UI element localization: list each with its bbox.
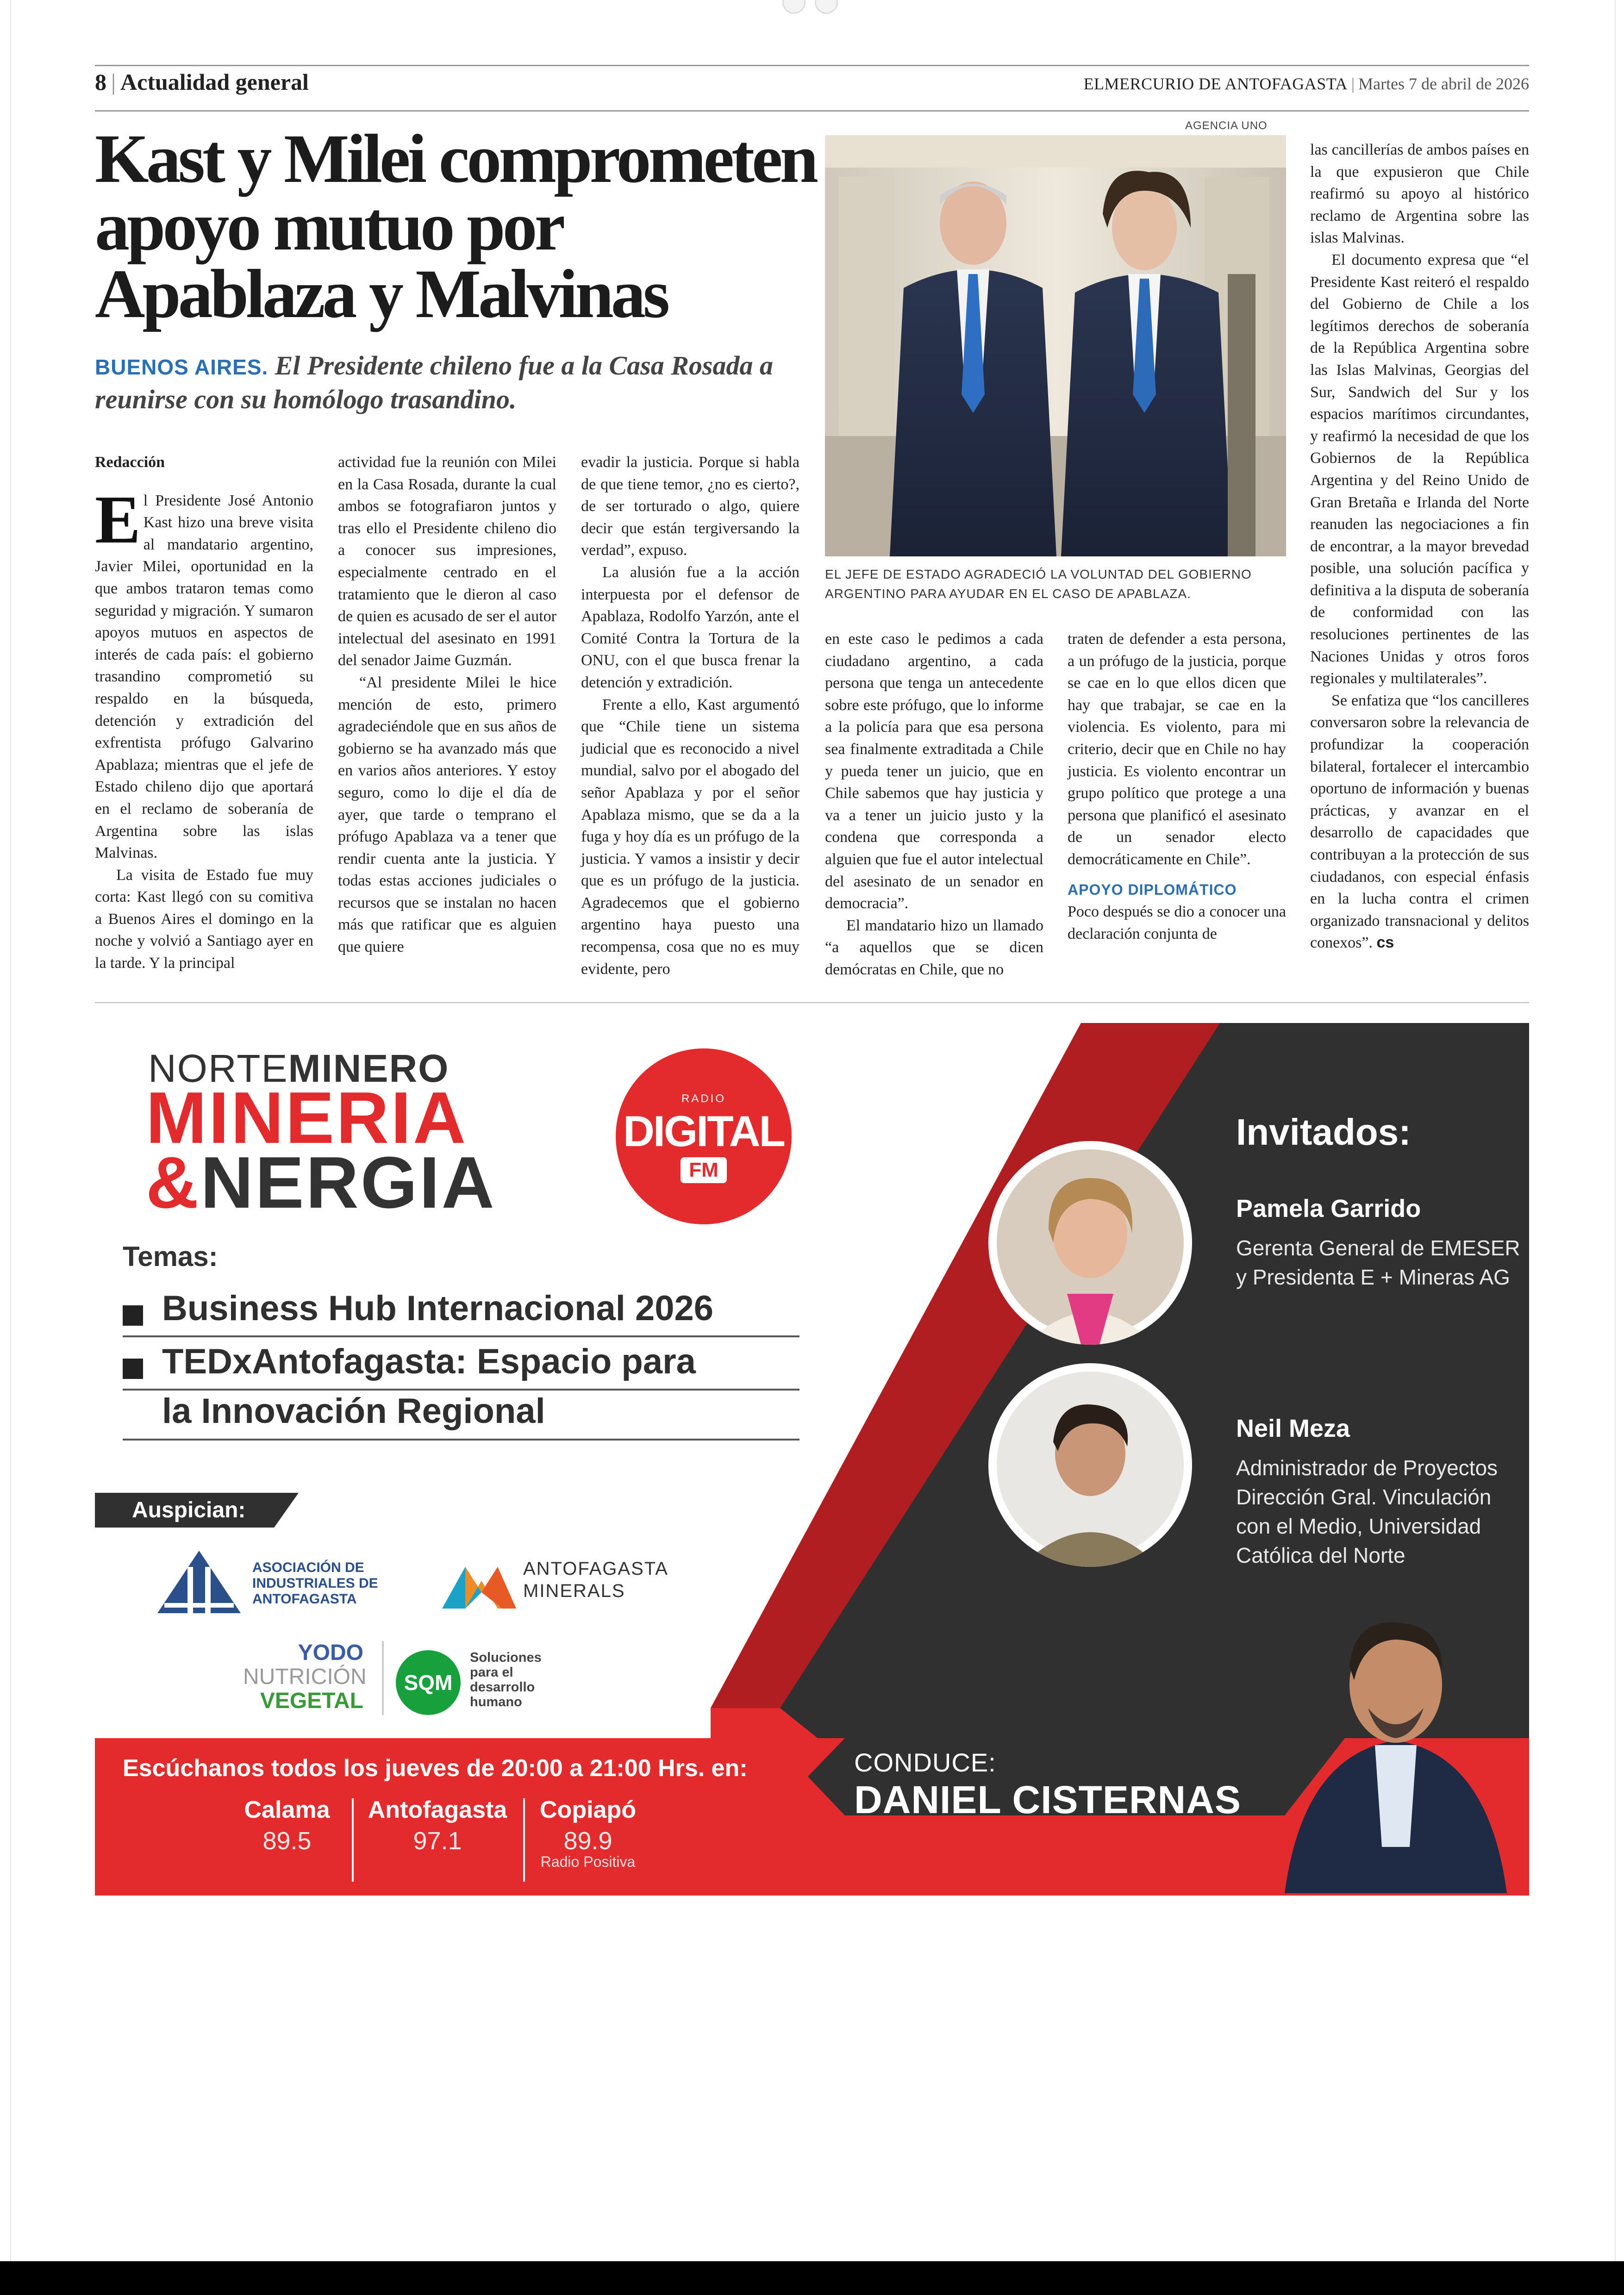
frequency-antofagasta: Antofagasta 97.1: [368, 1796, 507, 1855]
article-paragraph: traten de defender a esta persona, a un prófugo de la justicia, porque se cae en lo que ellos dicen que hay que trabajar, se cae en la violencia. Es violento, para mi criterio, decir que en Chile no hay justicia. Es violento encontrar un grupo político que protege a una persona que planificó el asesinato de un senador electo democráticamente en Chile”.: [1068, 630, 1286, 868]
radio-digital-logo: RADIO DIGITAL FM: [616, 1048, 792, 1224]
article-headline: Kast y Milei comprometen apoyo mutuo por Apablaza y Malvinas: [95, 120, 816, 332]
topic-bullet: [123, 1305, 143, 1326]
article-column-3: [581, 451, 800, 980]
guest-2-name: Neil Meza: [1236, 1415, 1350, 1442]
article-paragraph: evadir la justicia. Porque si habla de que tiene temor, ¿no es cierto?, de ser torturado o algo, quiere decir que están tergiversando la verdad”, expuso.: [581, 454, 800, 559]
guest-1-role-line-1: Gerenta General de EMESER: [1236, 1236, 1520, 1260]
guests-title: Invitados:: [1236, 1111, 1411, 1153]
topic-bullet: [123, 1359, 143, 1379]
publication-name: ELMERCURIO DE ANTOFAGASTA: [1083, 75, 1348, 93]
sponsor-yodo: YODO NUTRICIÓN VEGETAL: [243, 1640, 367, 1713]
sponsors-title: Auspician:: [132, 1498, 246, 1522]
guest-2-portrait: [988, 1363, 1192, 1567]
guest-2-role-line-4: Católica del Norte: [1236, 1543, 1405, 1567]
host-label: CONDUCE:: [854, 1748, 996, 1777]
article-paragraph: El mandatario hizo un llamado “a aquellos que se dicen demócratas en Chile, que no: [825, 917, 1043, 978]
antofagasta-minerals-logo-icon: [437, 1548, 521, 1613]
header-bottom-rule: [95, 110, 1529, 112]
topic-2-line-2: la Innovación Regional: [162, 1391, 545, 1431]
article-paragraph: “Al presidente Milei le hice mención de esto, primero agradeciéndole que en sus años de gobierno se ha avanzado más que en varios años anteriores. Y estoy seguro, como lo dije el día de ayer, que tarde o temprano el prófugo Apablaza va a tener que rendir cuenta ante la justicia. Y todas estas acciones judiciales o recursos que se instalan no hacen más que ratificar que es alguien que quiere: [338, 674, 556, 956]
dropcap: E: [95, 481, 141, 558]
guest-1-role-line-2: y Presidenta E + Mineras AG: [1236, 1265, 1510, 1289]
article-paragraph: La alusión fue a la acción interpuesta por el defensor de Apablaza, Rodolfo Yarzón, ante el Comité Contra la Tortura de la ONU, con el que busca frenar la detención y extradición.: [581, 563, 800, 691]
sponsor-aia: ASOCIACIÓN DE INDUSTRIALES DE ANTOFAGASTA: [252, 1560, 378, 1607]
header-top-rule: [95, 65, 1529, 66]
article-byline: Redacción: [95, 454, 165, 471]
article-photo: [825, 135, 1286, 556]
photo-credit: AGENCIA UNO: [1185, 119, 1268, 132]
frequency-divider: [352, 1798, 354, 1882]
article-deck: [95, 349, 817, 416]
article-paragraph: El documento expresa que “el Presidente Kast reiteró el respaldo del Gobierno de Chile a los legítimos derechos de soberanía de la República Argentina sobre las Islas Malvinas, Georgias del Sur, Sandwich del Sur y los espacios marítimos circundantes, y reafirmó la necesidad de que los Gobiernos de la República Argentina y del Reino Unido de Gran Bretaña e Irlanda del Norte reanuden las negociaciones a fin de encontrar, a la mayor brevedad posible, una solución pacífica y definitiva a la disputa de soberanía de conformidad con las resoluciones pertinentes de las Naciones Unidas y otros foros regionales y multilaterales”.: [1310, 251, 1529, 687]
page-navigation: [782, 0, 847, 14]
brand-energia: &NERGIA: [146, 1142, 496, 1223]
guest-1-portrait: [988, 1141, 1192, 1345]
article-bottom-rule: [95, 1002, 1529, 1003]
publication-header: ELMERCURIO DE ANTOFAGASTA | Martes 7 de abril de 2026: [1083, 75, 1529, 93]
frequency-calama: Calama 89.5: [244, 1796, 330, 1855]
article-paragraph: Frente a ello, Kast argumentó que “Chile tiene un sistema judicial que es reconocido a nivel mundial, salvo por el abogado del señor Apablaza y por el señor Apablaza mismo, que se da a la fuga y hoy día es un prófugo de la justicia. Y vamos a insistir y decir que es un prófugo de la justicia. Agradecemos que el gobierno argentino haya puesto una recompensa, cosa que no es muy evidente, pero: [581, 696, 800, 978]
radio-advertisement: [95, 1023, 1529, 1896]
article-end-mark: cs: [1376, 934, 1394, 952]
guest-2-role-line-1: Administrador de Proyectos: [1236, 1456, 1498, 1480]
sponsor-sqm-tagline: Soluciones para el desarrollo humano: [470, 1650, 542, 1709]
guest-1-photo-frame: [988, 1141, 1192, 1345]
guest-2-photo-frame: [988, 1363, 1192, 1567]
frequency-copiapo: Copiapó 89.9 Radio Positiva: [540, 1796, 636, 1870]
guest-1-name: Pamela Garrido: [1236, 1195, 1421, 1222]
guest-2-role-line-3: con el Medio, Universidad: [1236, 1514, 1481, 1538]
topic-underline: [123, 1389, 800, 1391]
article-paragraph: Poco después se dio a conocer una declaración conjunta de: [1068, 903, 1286, 942]
guest-2-role-line-2: Dirección Gral. Vinculación: [1236, 1485, 1492, 1509]
sponsor-divider: [382, 1641, 384, 1715]
deck-location: BUENOS AIRES.: [95, 355, 269, 379]
page-number: 8: [95, 69, 106, 95]
article-column-6: [1310, 139, 1529, 954]
article-paragraph: La visita de Estado fue muy corta: Kast llegó con su comitiva a Buenos Aires el domingo en la noche y volvió a Santiago ayer en la tarde. Y la principal: [95, 866, 313, 972]
article-paragraph: en este caso le pedimos a cada ciudadano argentino, a cada persona que tenga un antecedente sobre este prófugo, que lo informe a la policía para que esa persona sea finalmente extraditada a Chile y pueda tener un juicio, que en Chile sabemos que hay justicia y va a tener un juicio justo y la condena que corresponda a alguien que fue el autor intelectual del asesinato de un senador en democracia”.: [825, 630, 1043, 912]
topic-1: Business Hub Internacional 2026: [162, 1289, 714, 1328]
article-paragraph: las cancillerías de ambos países en la que expusieron que Chile reafirmó su apoyo al histórico reclamo de Argentina sobre las islas Malvinas.: [1310, 141, 1529, 247]
deck-text: El Presidente chileno fue a la Casa Rosada a reunirse con su homólogo trasandino.: [95, 350, 774, 414]
viewer-bottom-bar: [0, 2261, 1624, 2295]
frequency-divider: [523, 1798, 525, 1882]
schedule-text: Escúchanos todos los jueves de 20:00 a 21:00 Hrs. en:: [123, 1755, 748, 1782]
article-paragraph: El Presidente José Antonio Kast hizo una breve visita al mandatario argentino, Javier Milei, oportunidad en la que ambos trataron temas como seguridad y migración. Y sumaron apoyos mutuos en aspectos de interés de cada país: el gobierno trasandino comprometió su respaldo en la búsqueda, detención y extradición del exfrentista prófugo Galvarino Apablaza; mientras que el jefe de Estado chileno dijo que aportará en el reclamo de soberanía de Argentina sobre las islas Malvinas.: [95, 481, 313, 862]
article-column-1: [95, 451, 313, 974]
aia-logo-icon: [155, 1548, 243, 1618]
sqm-logo: SQM: [396, 1650, 461, 1715]
photo-caption: EL JEFE DE ESTADO AGRADECIÓ LA VOLUNTAD DEL GOBIERNO ARGENTINO PARA AYUDAR EN EL CASO DE APABLAZA.: [825, 567, 1252, 601]
section-name: Actualidad general: [120, 69, 309, 95]
article-paragraph: actividad fue la reunión con Milei en la Casa Rosada, durante la cual ambos se fotografiaron juntos y tras ello el Presidente chileno dio a conocer sus impresiones, especialmente centrado en el tratamiento que le dieron al caso de quien es acusado de ser el autor intelectual del asesinato en 1991 del senador Jaime Guzmán.: [338, 454, 556, 669]
brand-mineria: MINERIA: [146, 1077, 468, 1159]
section-header: 8 | Actualidad general: [95, 69, 309, 95]
host-name: DANIEL CISTERNAS: [854, 1778, 1241, 1821]
photo-illustration: [825, 135, 1286, 556]
next-page-dot[interactable]: [815, 0, 838, 14]
article-paragraph: Se enfatiza que “los cancilleres conversaron sobre la relevancia de profundizar la cooperación bilateral, fortalecer el intercambio oportuno de información y buenas prácticas, y avanzar en el desarrollo de capacidades que contribuyan a la protección de sus ciudadanos, con especial énfasis en la lucha contra el crimen organizado transnacional y delitos conexos”. cs: [1310, 692, 1529, 952]
publication-date: Martes 7 de abril de 2026: [1358, 75, 1529, 93]
topic-underline: [123, 1439, 800, 1441]
article-column-2: [338, 451, 556, 958]
brand-norte-minero: NORTEMINERO: [148, 1047, 450, 1090]
article-column-4: [825, 628, 1043, 981]
topics-title: Temas:: [123, 1241, 218, 1272]
host-portrait: [1275, 1588, 1516, 1893]
prev-page-dot[interactable]: [782, 0, 806, 14]
article-subhead: APOYO DIPLOMÁTICO: [1068, 881, 1237, 898]
article-column-5: [1068, 628, 1286, 945]
sponsor-antofagasta-minerals: ANTOFAGASTA MINERALS: [523, 1559, 668, 1601]
topic-2-line-1: TEDxAntofagasta: Espacio para: [162, 1342, 696, 1381]
topic-underline: [123, 1335, 800, 1337]
